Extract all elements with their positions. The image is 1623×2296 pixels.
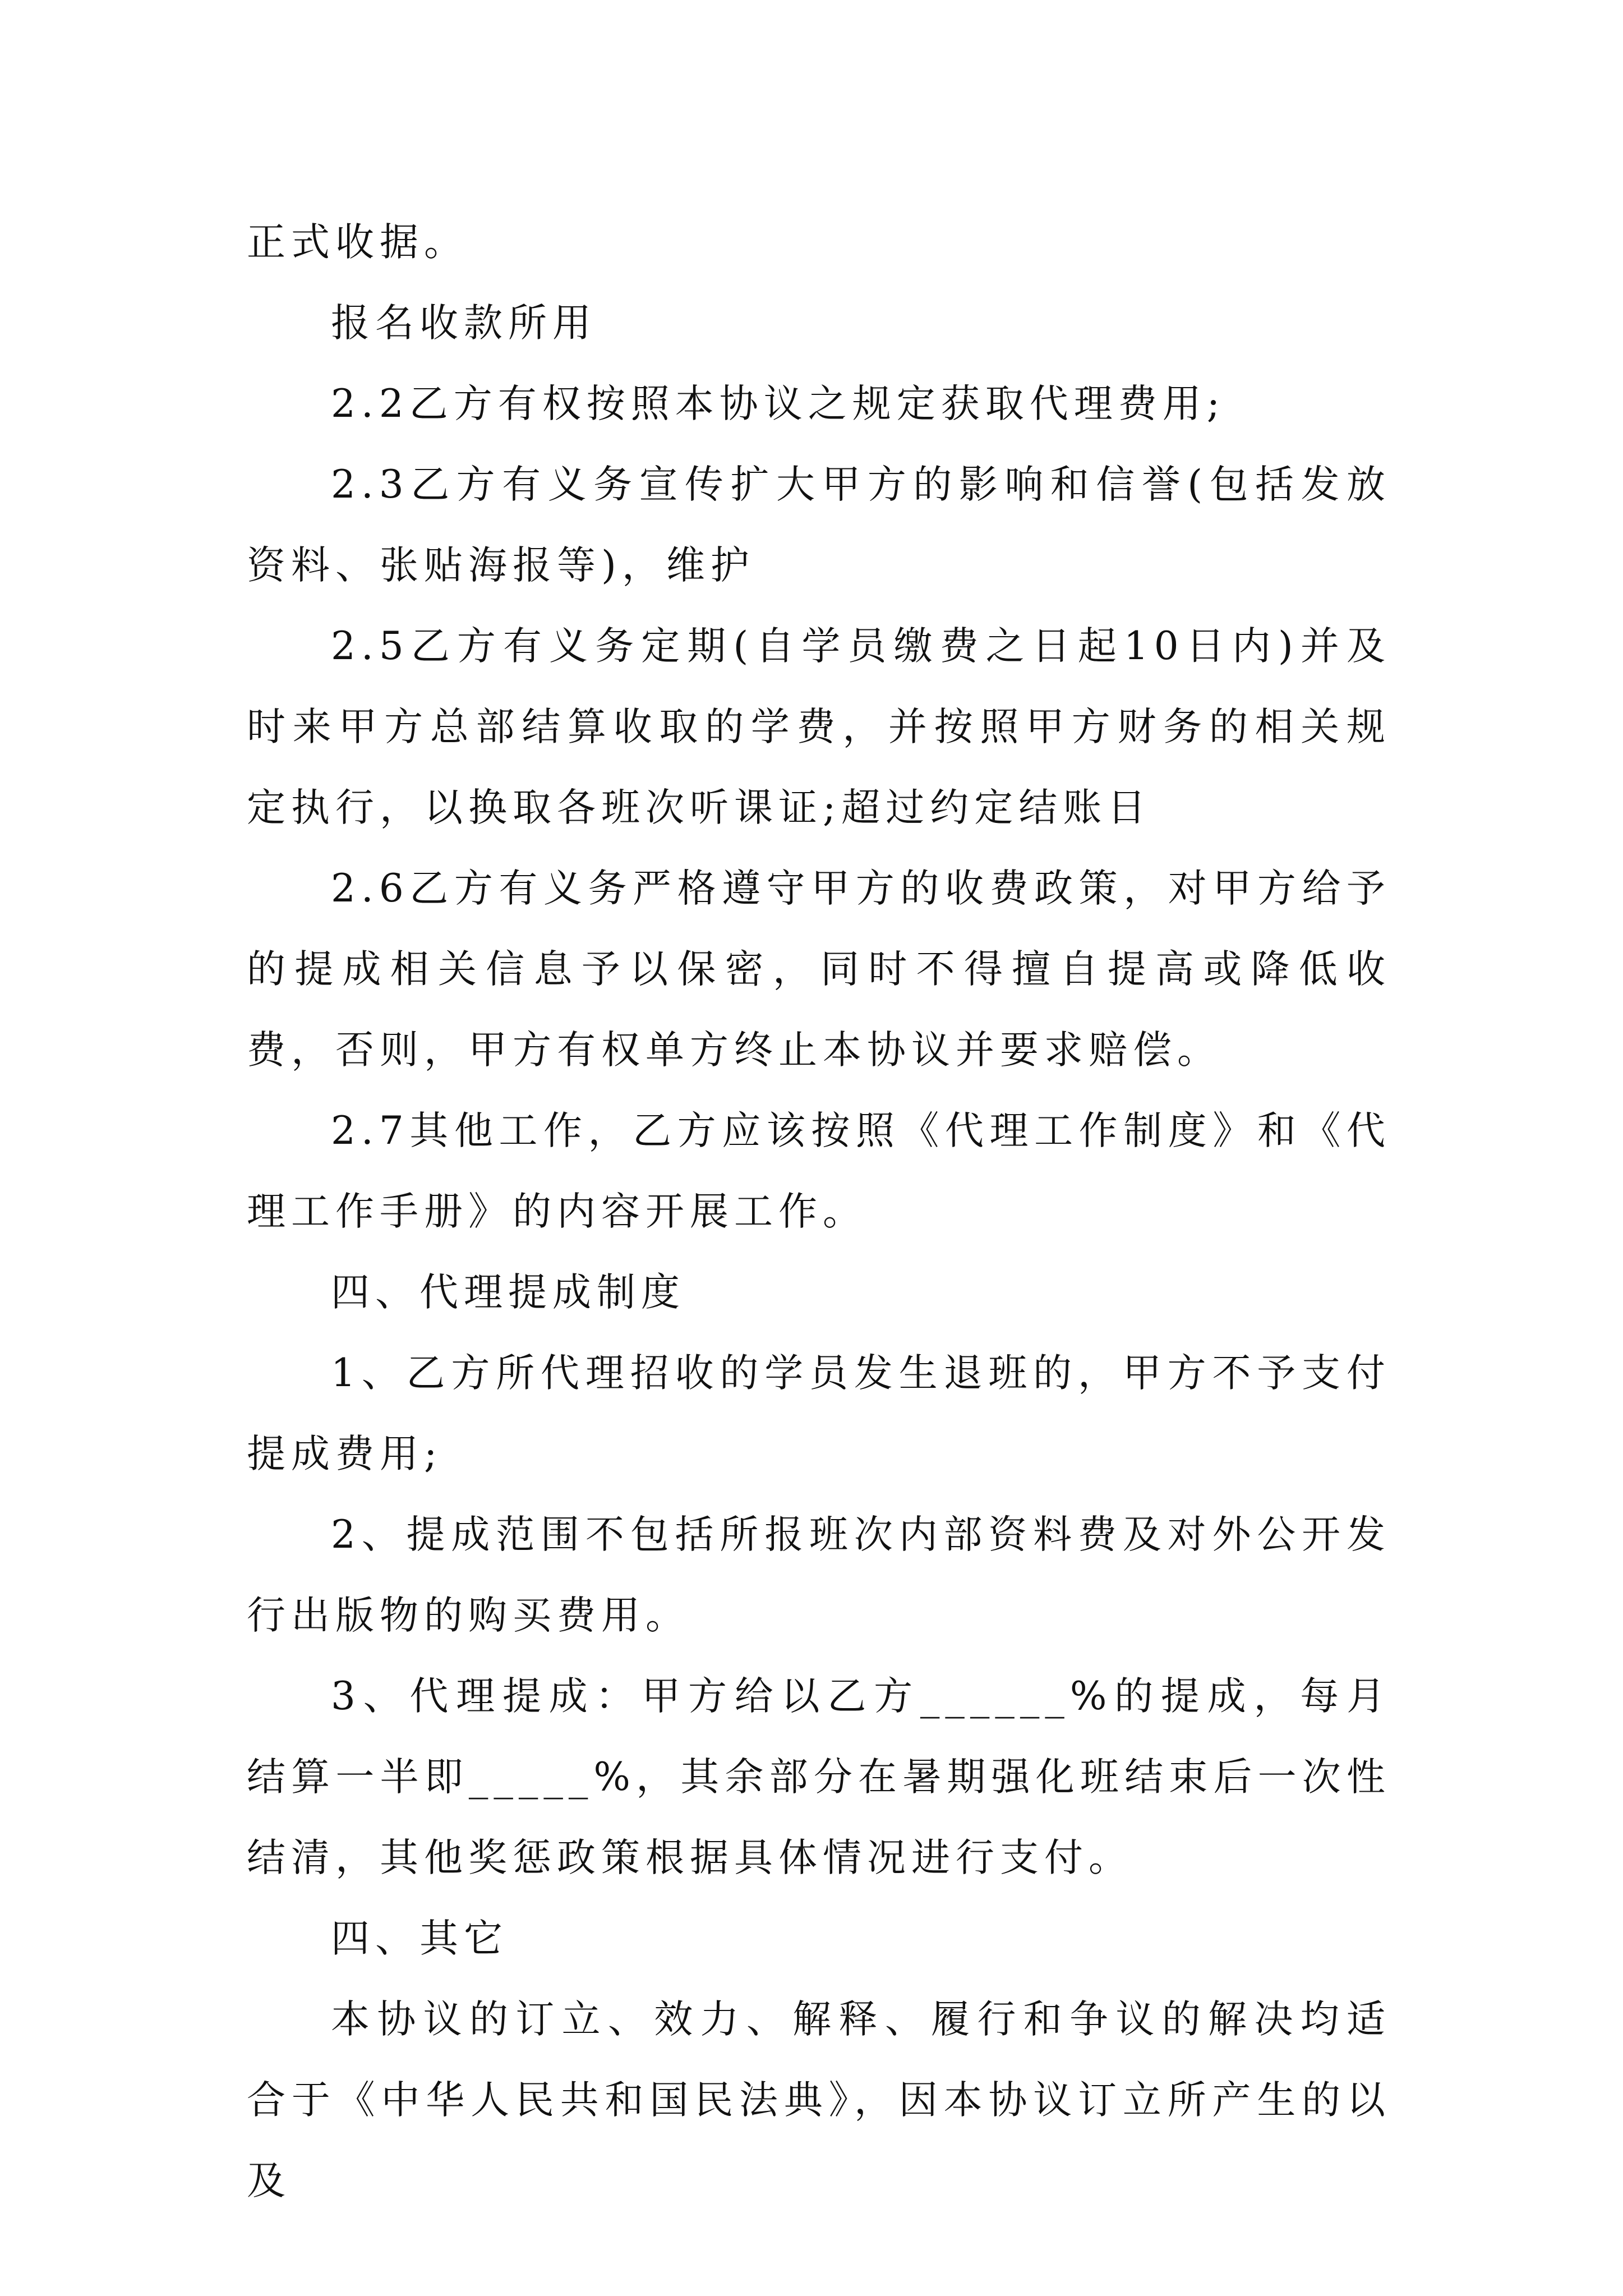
section-heading-other: 四、其它: [331, 1916, 508, 1961]
clause-2-2: 2.2乙方有权按照本协议之规定获取代理费用;: [331, 381, 1225, 426]
document-body: [247, 202, 1391, 2221]
clause-2-5: 2.5乙方有义务定期(自学员缴费之日起10日内)并及时来甲方总部结算收取的学费，并按照甲方财务的相关规定执行，以换取各班次听课证;超过约定结账日: [247, 624, 1391, 830]
commission-item-2: 2、提成范围不包括所报班次内部资料费及对外公开发行出版物的购买费用。: [247, 1512, 1391, 1638]
clause-2-7: 2.7其他工作，乙方应该按照《代理工作制度》和《代理工作手册》的内容开展工作。: [247, 1108, 1391, 1234]
paragraph-registration-payment: 报名收款所用: [331, 301, 597, 346]
commission-item-3: 3、代理提成：甲方给以乙方______%的提成，每月结算一半即_____%，其余部分在暑期强化班结束后一次性结清，其他奖惩政策根据具体情况进行支付。: [247, 1674, 1391, 1880]
commission-item-1: 1、乙方所代理招收的学员发生退班的，甲方不予支付提成费用;: [247, 1351, 1391, 1476]
paragraph-governing-law: 本协议的订立、效力、解释、履行和争议的解决均适合于《中华人民共和国民法典》，因本协议订立所产生的以及: [247, 1997, 1391, 2203]
clause-2-6: 2.6乙方有义务严格遵守甲方的收费政策，对甲方给予的提成相关信息予以保密，同时不得擅自提高或降低收费，否则，甲方有权单方终止本协议并要求赔偿。: [247, 866, 1391, 1073]
section-heading-commission: 四、代理提成制度: [331, 1270, 685, 1315]
paragraph-receipt: 正式收据。: [247, 220, 468, 265]
clause-2-3: 2.3乙方有义务宣传扩大甲方的影响和信誉(包括发放资料、张贴海报等)，维护: [247, 462, 1391, 588]
